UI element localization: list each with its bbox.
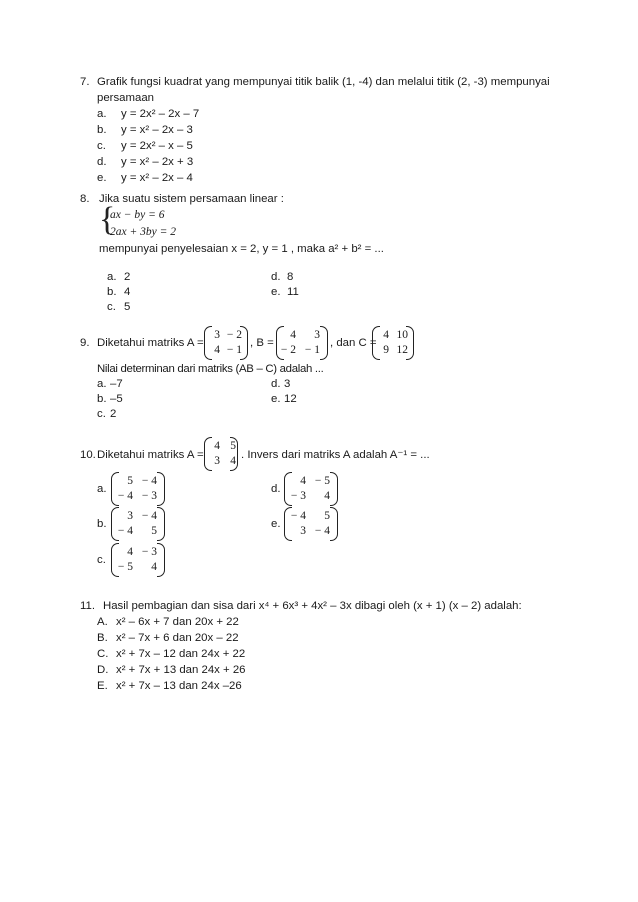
q8-option-b: 4 [124, 286, 131, 298]
q8-option-c-key: c. [107, 301, 116, 313]
matrix-b-cell: − 2 [280, 344, 296, 356]
q11-option-a-key: A. [97, 616, 108, 628]
matrix-a-cell: − 1 [226, 344, 242, 356]
q11-option-b: x² – 7x + 6 dan 20x – 22 [116, 632, 239, 644]
matrix-cell: − 5 [314, 475, 330, 487]
q8-option-d-key: d. [271, 271, 281, 283]
q7-option-e-key: e. [97, 172, 107, 184]
matrix-b-cell: 4 [290, 329, 296, 341]
q10-option-c-key: c. [97, 554, 106, 566]
q7-option-d: y = x² – 2x + 3 [121, 156, 194, 168]
q9-lead: Diketahui matriks A = [97, 337, 204, 349]
q8-equation-1: ax − by = 6 [110, 209, 165, 221]
matrix-cell: 5 [324, 510, 330, 522]
matrix-a-cell: 4 [214, 344, 220, 356]
q8-number: 8. [80, 193, 90, 205]
matrix-b-cell: 3 [314, 329, 320, 341]
q7-option-b: y = x² – 2x – 3 [121, 124, 193, 136]
matrix-c-cell: 10 [396, 329, 408, 341]
q10-option-b-key: b. [97, 518, 107, 530]
q8-option-e: 11 [287, 286, 299, 298]
matrix-cell: 4 [151, 561, 157, 573]
matrix-cell: 5 [151, 525, 157, 537]
q11-number: 11. [80, 600, 95, 612]
matrix-b [276, 326, 328, 360]
matrix-a-cell: 5 [230, 440, 236, 452]
q9-option-b-key: b. [97, 393, 107, 405]
matrix-c-cell: 9 [383, 344, 389, 356]
matrix-cell: 4 [324, 490, 330, 502]
q8-stem: Jika suatu sistem persamaan linear : [99, 193, 284, 205]
matrix-cell: − 3 [141, 546, 157, 558]
q11-option-d: x² + 7x + 13 dan 24x + 26 [116, 664, 246, 676]
matrix-a [204, 437, 238, 471]
matrix-a-cell: 3 [214, 329, 220, 341]
q7-stem-cont: persamaan [97, 92, 154, 104]
q9-option-a: –7 [110, 378, 123, 390]
q7-stem: Grafik fungsi kuadrat yang mempunyai titik balik (1, -4) dan melalui titik (2, -3) mempunyai [97, 76, 550, 88]
q11-option-b-key: B. [97, 632, 108, 644]
q8-equation-2: 2ax + 3by = 2 [110, 226, 176, 238]
q9-option-a-key: a. [97, 378, 107, 390]
q10-option-d-key: d. [271, 483, 281, 495]
matrix-cell: − 3 [290, 490, 306, 502]
q10-tail: . Invers dari matriks A adalah A⁻¹ = ... [241, 449, 430, 461]
matrix-cell: − 4 [290, 510, 306, 522]
q8-option-e-key: e. [271, 286, 281, 298]
q9-option-d: 3 [284, 378, 291, 390]
matrix-cell: − 4 [141, 510, 157, 522]
q11-option-c-key: C. [97, 648, 109, 660]
matrix-a-cell: 4 [214, 440, 220, 452]
q11-option-e-key: E. [97, 680, 108, 692]
q7-option-c: y = 2x² – x – 5 [121, 140, 193, 152]
q11-option-e: x² + 7x – 13 dan 24x –26 [116, 680, 242, 692]
matrix-cell: 4 [300, 475, 306, 487]
q8-option-a-key: a. [107, 271, 117, 283]
q8-option-a: 2 [124, 271, 131, 283]
matrix-cell: − 4 [141, 475, 157, 487]
matrix-a-cell: 4 [230, 455, 236, 467]
matrix-cell: 4 [127, 546, 133, 558]
q10-option-e-matrix [284, 507, 338, 541]
q10-lead: Diketahui matriks A = [97, 449, 204, 461]
matrix-a-cell: 3 [214, 455, 220, 467]
q9-option-b: –5 [110, 393, 123, 405]
q10-option-d-matrix [284, 472, 338, 506]
q7-number: 7. [80, 76, 90, 88]
q9-option-e-key: e. [271, 393, 281, 405]
matrix-c [372, 326, 414, 360]
system-brace: { [99, 201, 116, 238]
matrix-cell: − 4 [117, 525, 133, 537]
q8-stem-cont: mempunyai penyelesaian x = 2, y = 1 , maka a² + b² = ... [99, 243, 384, 255]
matrix-cell: 3 [127, 510, 133, 522]
matrix-cell: − 3 [141, 490, 157, 502]
q7-option-a: y = 2x² – 2x – 7 [121, 108, 200, 120]
q10-option-b-matrix [111, 507, 165, 541]
matrix-cell: 5 [127, 475, 133, 487]
q10-option-a-key: a. [97, 483, 107, 495]
q9-option-c: 2 [110, 408, 117, 420]
q7-option-a-key: a. [97, 108, 107, 120]
q7-option-d-key: d. [97, 156, 107, 168]
q10-option-a-matrix [111, 472, 165, 506]
q9-option-c-key: c. [97, 408, 106, 420]
q7-option-e: y = x² – 2x – 4 [121, 172, 193, 184]
q9-stem-cont: Nilai determinan dari matriks (AB – C) adalah ... [97, 363, 324, 375]
q9-option-d-key: d. [271, 378, 281, 390]
q9-c-label: , dan C = [330, 337, 377, 349]
matrix-a-cell: − 2 [226, 329, 242, 341]
q9-number: 9. [80, 337, 90, 349]
q11-option-a: x² – 6x + 7 dan 20x + 22 [116, 616, 239, 628]
q8-option-d: 8 [287, 271, 294, 283]
matrix-a [204, 326, 248, 360]
matrix-cell: − 4 [314, 525, 330, 537]
q9-option-e: 12 [284, 393, 297, 405]
q11-stem: Hasil pembagian dan sisa dari x⁴ + 6x³ + 4x² – 3x dibagi oleh (x + 1) (x – 2) adalah: [103, 600, 522, 612]
matrix-cell: − 4 [117, 490, 133, 502]
q10-number: 10. [80, 449, 96, 461]
q11-option-c: x² + 7x – 12 dan 24x + 22 [116, 648, 246, 660]
q8-option-b-key: b. [107, 286, 117, 298]
matrix-cell: − 5 [117, 561, 133, 573]
q7-option-b-key: b. [97, 124, 107, 136]
q10-option-c-matrix [111, 543, 165, 577]
q7-option-c-key: c. [97, 140, 106, 152]
matrix-cell: 3 [300, 525, 306, 537]
matrix-c-cell: 12 [396, 344, 408, 356]
q11-option-d-key: D. [97, 664, 109, 676]
matrix-c-cell: 4 [383, 329, 389, 341]
q10-option-e-key: e. [271, 518, 281, 530]
matrix-b-cell: − 1 [304, 344, 320, 356]
q8-option-c: 5 [124, 301, 131, 313]
q9-b-label: , B = [250, 337, 274, 349]
